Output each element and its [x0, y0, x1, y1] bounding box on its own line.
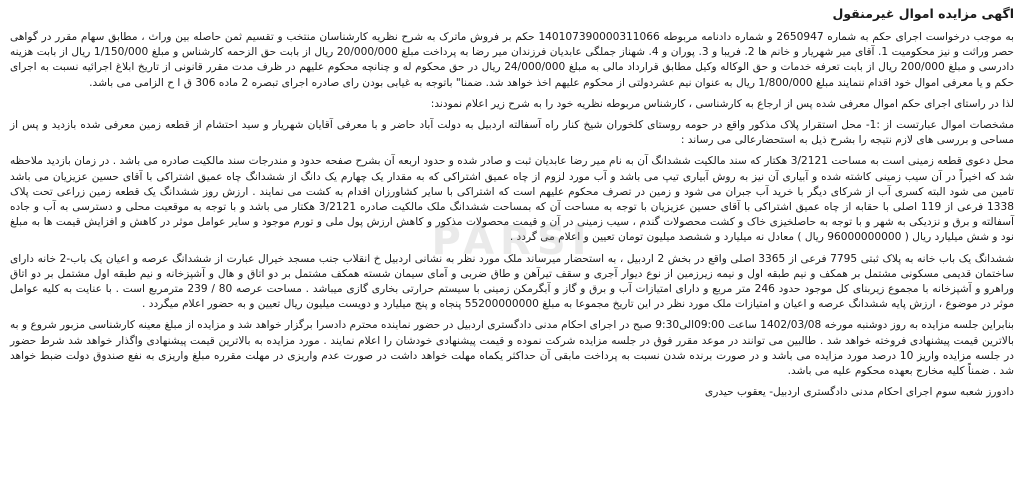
paragraph-expert-intro: لذا در راستای اجرای حکم اموال معرفی شده پس از ارجاع به کارشناسی ، کارشناس مربوطه نظریه خود را به شرح زیر اعلام نمودند:	[430, 97, 1014, 110]
paragraph-house-description: ششدانگ یک باب خانه به پلاک ثبتی 7795 فرعی از 3365 اصلی واقع در بخش 2 اردبیل ، به استحضار میرساند ملک مورد نظر به نشانی اردبیل خ انقلاب جنب مسجد خیرال عبارت از ششدانگ عرصه و اعیان یک باب-2 خانه دارای ساختمان قدیمی مسکونی مشتمل بر همکف و نیم طبقه اول و نیمه زیرزمین از نوع دیوار آجری و سقف تیرآهن و طاق ضربی و آمای سیمان شسته همکف مشتمل بر دو اتاق و هال و آشپزخانه و نیم طبقه اول مشتمل بر دو اتاق وراهرو و آشپزخانه با مجموع زیربنای کل موجود حدود 246 متر مربع و دارای امتیازات آب و برق و گاز و آبگرمکن زمینی با سیستم حرارتی بخاری گازی میباشد . مساحت عرصه 80 / 239 مترمربع است . با عنایت به کلیه عوامل موثر در موضوع ، ارزش پایه ششدانگ عرصه و اعیان و امتیازات ملک مورد نظر در این تاریخ مجموعا به مبلغ 55200000000 پنجاه و پنج میلیارد و دویست میلیون ریال تعیین و به حضور اعلام میگردد .	[10, 252, 1014, 311]
paragraph-property-specs: مشخصات اموال عبارتست از :1- محل استقرار پلاک مذکور واقع در حومه روستای کلخوران شیخ کنار راه آسفالته اردبیل به دولت آباد حاضر و با معرفی آقایان شهریار و سید احتشام از قطعه زمین معرفی شده بازدید و پس از مساحی و بررسی های لازم نتیجه را بشرح ذیل به استحضارعالی می رساند :	[10, 119, 1014, 147]
paragraph-ruling: به موجب درخواست اجرای حکم به شماره 2650947 و شماره دادنامه مربوطه 140107390000311066 حکم بر فروش ماترک به شرح نظریه کارشناسان منتخب و تقسیم ثمن حاصله بین وراث ، مطابق سهام مقرر در گواهی حصر وراثت و نیز محکومیت 1. آقای میر شهریار و خانم ها 2. فریبا و 3. پوران و 4. شهناز جملگی عابدیان فرزندان میر رضا به پرداخت مبلغ 20/000/000 ریال از بابت حق الزحمه کارشناس و مبلغ 1/150/000 ریال از بابت هزینه دادرسی و مبلغ 200/000 ریال از بابت تعرفه خدمات و حق الوکاله وکیل مطابق قرارداد مالی به مبلغ 24/000/000 ریال در حق محکوم له و چنانچه محکوم علیهم در ظرف مدت مقرر قانونی از تاریخ ابلاغ اجرائیه نسبت به اجرای حکم و یا معرفی اموال خود اقدام ننمایند مبلغ 1/800/000 ریال به عنوان نیم عشردولتی از محکوم علیهم اخذ خواهد شد. ضمنا" باتوجه به غیابی بودن رای صادره اجرای تبصره 2 ماده 306 ق ا ح الزامی می باشد.	[10, 31, 1014, 89]
document-title: اگهی مزایده اموال غیرمنقول	[832, 6, 1014, 21]
paragraph-land-description: محل دعوی قطعه زمینی است به مساحت 3/2121 هکتار که سند مالکیت ششدانگ آن به نام میر رضا عابدیان ثبت و صادر شده و حدود اربعه آن بشرح صفحه حدود و مندرجات سند مالکیت صادره می باشد . در زمان بازدید ملاحظه شد که اخیراً در آن سیب زمینی کاشته شده و آبیاری آن نیز به روش آبیاری تیپ می باشد و آب مورد لزوم از چاه عمیق اشتراکی که به مقدار یک چهارم یک دانگ از ششدانگ چاه عمیق اشتراکی با آقای حسین عزیزیان می باشد تامین می شود البته کسری آب از شرکای دیگر با خرید آب جبران می شود و زمین در تصرف محکوم علیهم است که اشتراکی با سایر کشاورزان اقدام به کشت می نمایند . ارزش روز ششدانگ یک قطعه زمین زراعی تحت پلاک 1338 فرعی از 119 اصلی با حقابه از چاه عمیق اشتراکی با آقای حسین عزیزیان با توجه به مساحت آن که بمساحت ششدانگ ملک مالکیت صادره 3/2121 هکتار می باشد و با توجه به موقعیت محلی و دسترسی به آب و جاده آسفالته و برق و نزدیکی به شهر و با توجه به حاصلخیزی خاک و کشت محصولات گندم ، سیب زمینی در آن و قیمت محصولات مذکور و کاهش ارزش پول ملی و تورم موجود و سایر عوامل موثر در کاهش و افزایش قیمت ها به مبلغ نود و شش میلیارد ریال ( 96000000000 ریال ) معادل نه میلیارد و ششصد میلیون تومان تعیین و اعلام می گردد .	[10, 155, 1014, 244]
paragraph-auction-session: بنابراین جلسه مزایده به روز دوشنبه مورخه 1402/03/08 ساعت 09:00الی9:30 صبح در اجرای احکام مدنی دادگستری اردبیل در حضور نماینده محترم دادسرا برگزار خواهد شد و مزایده از مبلغ معینه کارشناسی مزبور شروع و به بالاترین قیمت پیشنهادی فروخته خواهد شد . طالبین می توانند در موعد مقرر فوق در جلسه مزایده شرکت نموده و قیمت پیشنهادی خودشان را اعلام نمایند . مورد مزایده به بالاترین قیمت پیشنهادی واگذار خواهد شد شرط حضور در جلسه مزایده واریز 10 درصد مورد مزایده می باشد و در صورت برنده شدن نسبت به پرداخت مابقی آن حداکثر یکماه مهلت خواهد داشت در صورت عدم واریزی در مهلت مقرره مبلغ واریزی به نفع صندوق دولت ضبط خواهد شد . ضمناً کلیه مخارج بعهده محکوم علیه می باشد.	[10, 319, 1014, 378]
watermark-logo: PARSI	[431, 218, 593, 264]
document-signature: دادورز شعبه سوم اجرای احکام مدنی دادگستری اردبیل- یعقوب حیدری	[704, 386, 1014, 399]
